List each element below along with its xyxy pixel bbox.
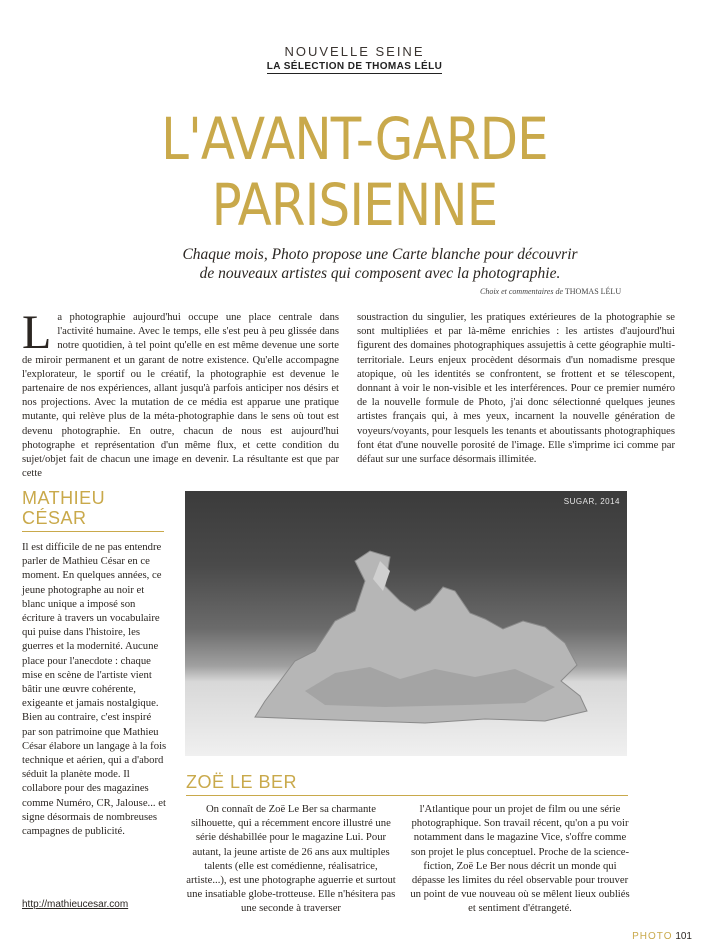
mathieu-website-link[interactable]: http://mathieucesar.com [22,899,129,910]
photo-caption: SUGAR, 2014 [563,497,620,506]
page-title-line1: L'AVANT-GARDE [161,105,548,173]
article-column-2: soustraction du singulier, les pratiques extérieures de la photographie se sont multipliées et par là-même enrichies : les artistes d'aujourd'hui figurent des domaines photographiques assujettis à cette géographie multi-territoriale. Leurs enjeux procèdent désormais d'un nomadisme presque atopique, où les identités se confrontent, se frottent et se télescopent, donnant à voir le non-visible et les interférences. Pour ce premier numéro de la nouvelle formule de Photo, j'ai donc sélectionné quelques jeunes artistes français qui, à mes yeux, incarnent la nouvelle génération de voyeurs/voyants, pour lesquels les tenants et aboutissants photographiques font état d'une nouvelle porosité de l'image. Elle s'imprime ici comme par défaut sur une surface désormais illimitée. [357,312,675,466]
zoe-bio-column-1: On connaît de Zoë Le Ber sa charmante silhouette, qui a récemment encore illustré une série déshabillée pour le magazine Lui. Pour autant, la jeune artiste de 26 ans aux multiples talents (elle est comédienne, réalisatrice, artiste...), est une photographe aguerrie et surtout une insatiable globe-trotteuse. Elle n'hésitera pas une seconde à traverser [186,803,396,915]
publication-name: PHOTO [632,931,673,942]
intro-line2: de nouveaux artistes qui composent avec la photographie. [199,265,561,282]
article-column-1-text: a photographie aujourd'hui occupe une place centrale dans l'activité humaine. Avec le temps, elle s'est peu à peu glissée dans notre quotidien, à tel point qu'elle en est même devenue une sorte de miroir permanent et un garant de notre existence. Qu'elle accompagne l'explorateur, le sportif ou le créatif, la photographie est devenue le partenaire de nos expériences, allant jusqu'à parfois anticiper nos désirs et nos projections. Avec la mutation de ce média est apparue une pratique mutante, qui relève plus de la méta-photographie dans le sens où tout est devenu photographie. En outre, chacun de nous est aujourd'hui photographe et représentation d'un même flux, et cette condition du sujet/objet fait de chacun une image en devenir. La résultante est que par cette [22,312,339,480]
zoe-first-name: ZOË [186,772,225,792]
credits-label: Choix et commentaires de [480,287,564,296]
credits [480,287,680,296]
page-title-line2: PARISIENNE [211,171,498,239]
mathieu-first-name: MATHIEU [22,488,106,508]
mathieu-last-name: CÉSAR [22,508,87,528]
zoe-divider [186,795,628,796]
zoe-bio-column-2: l'Atlantique pour un projet de film ou une série photographique. Son travail récent, qu'on a pu voir notamment dans le magazine Vice, s'offre comme son projet le plus conceptuel. Proche de la science-fiction, Zoë Le Ber nous décrit un monde qui dépasse les limites du réel observable pour trouver un point de vue nouveau où se mêlent lieux oubliés et sentiment d'étrangeté. [410,803,630,915]
mathieu-divider [22,531,164,532]
zoe-name [186,772,297,792]
byline-text: LA SÉLECTION DE THOMAS LÉLU [266,61,443,72]
credits-name: THOMAS LÉLU [564,287,622,296]
intro-line1: Chaque mois, Photo propose une Carte blanche pour découvrir [182,246,578,263]
zoe-last-name: LE BER [230,772,298,792]
page-number: 101 [675,931,692,942]
byline [0,61,709,72]
mathieu-bio: Il est difficile de ne pas entendre parler de Mathieu César en ce moment. En quelques années, ce jeune photographe au noir et blanc unique a imposé son écriture à travers un vocabulaire qui puise dans l'histoire, les guerres et la modernité. Aucune place pour l'anecdote : chaque mise en scène de l'artiste vient bâtir une œuvre cohérente, exigeante et jamais nostalgique. Bien au contraire, c'est inspiré par son patrimoine que Mathieu César élabore un langage à la fois technique et aérien, qui a d'abord séduit la planète mode. Il collabore pour des magazines comme Numéro, CR, Jalouse... et signe désormais de nombreuses campagnes de publicité. [22,541,167,838]
drop-cap: L [22,306,52,359]
rock-shadow [305,667,555,707]
page-folio [600,931,692,942]
article-column-1 [22,306,339,481]
sugar-photo [185,491,627,756]
section-kicker: NOUVELLE SEINE [284,44,425,59]
intro-paragraph [100,245,660,283]
rock-formation-image [185,491,627,756]
